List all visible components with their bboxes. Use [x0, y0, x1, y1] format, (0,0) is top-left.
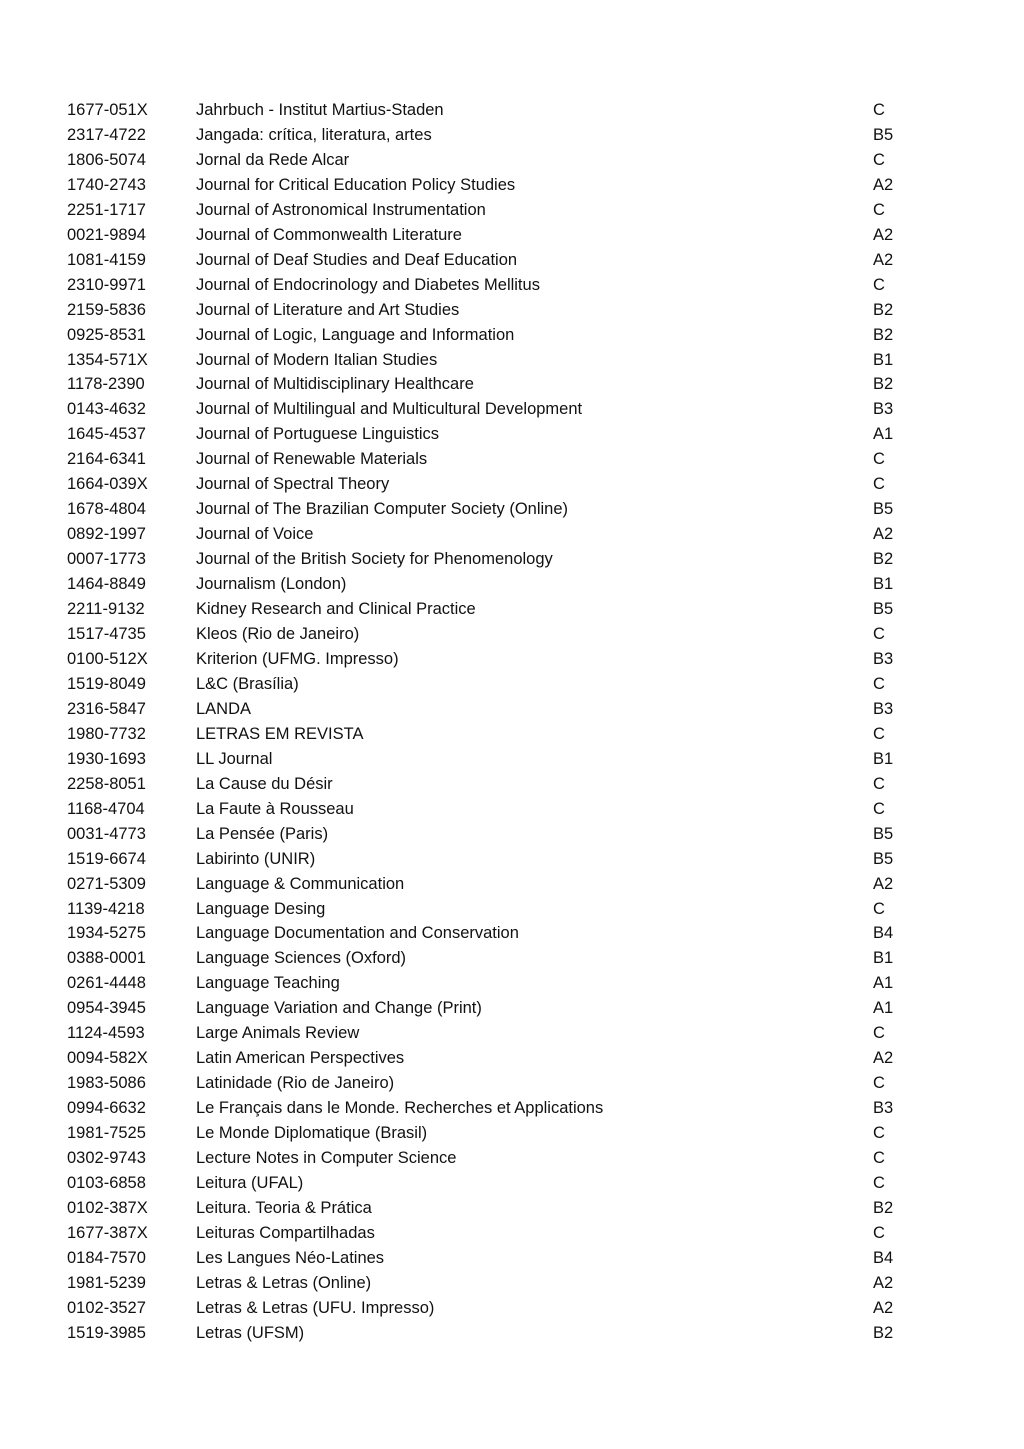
title-cell: Journal of Renewable Materials [196, 450, 428, 469]
grade-cell: B1 [873, 350, 894, 369]
issn-cell: 2316-5847 [67, 699, 146, 718]
table-row [0, 173, 1024, 198]
issn-cell: 2164-6341 [67, 450, 146, 469]
table-row [0, 472, 1024, 497]
issn-cell: 2251-1717 [67, 200, 146, 219]
grade-cell: B5 [873, 849, 894, 868]
table-row [0, 1246, 1024, 1271]
title-cell: Journal of Modern Italian Studies [196, 350, 438, 369]
table-row [0, 747, 1024, 772]
table-row [0, 497, 1024, 522]
title-cell: Letras & Letras (UFU. Impresso) [196, 1298, 435, 1317]
table-row [0, 722, 1024, 747]
issn-cell: 2317-4722 [67, 125, 146, 144]
grade-cell: B1 [873, 949, 894, 968]
issn-cell: 1081-4159 [67, 250, 146, 269]
title-cell: Journal of Literature and Art Studies [196, 300, 460, 319]
table-row [0, 946, 1024, 971]
title-cell: Leituras Compartilhadas [196, 1223, 375, 1242]
table-row [0, 397, 1024, 422]
issn-cell: 0388-0001 [67, 949, 146, 968]
issn-cell: 1934-5275 [67, 924, 146, 943]
title-cell: Journal of Multidisciplinary Healthcare [196, 375, 474, 394]
table-row [0, 572, 1024, 597]
title-cell: La Faute à Rousseau [196, 799, 354, 818]
grade-cell: C [873, 450, 885, 469]
title-cell: Language Sciences (Oxford) [196, 949, 407, 968]
title-cell: Kidney Research and Clinical Practice [196, 600, 476, 619]
title-cell: LANDA [196, 699, 252, 718]
table-row [0, 248, 1024, 273]
title-cell: Jornal da Rede Alcar [196, 150, 350, 169]
table-row [0, 1121, 1024, 1146]
title-cell: Kriterion (UFMG. Impresso) [196, 649, 399, 668]
table-row [0, 1146, 1024, 1171]
grade-cell: B1 [873, 749, 894, 768]
issn-cell: 1806-5074 [67, 150, 146, 169]
grade-cell: C [873, 1124, 885, 1143]
issn-cell: 1981-7525 [67, 1124, 146, 1143]
grade-cell: B4 [873, 1248, 894, 1267]
grade-cell: A2 [873, 225, 894, 244]
issn-cell: 1677-051X [67, 101, 148, 119]
issn-cell: 0007-1773 [67, 550, 146, 569]
table-row [0, 1096, 1024, 1121]
title-cell: Labirinto (UNIR) [196, 849, 316, 868]
grade-cell: B1 [873, 575, 894, 594]
table-row [0, 1296, 1024, 1321]
issn-cell: 0925-8531 [67, 325, 146, 344]
grade-cell: C [873, 475, 885, 494]
title-cell: Language Teaching [196, 974, 340, 993]
title-cell: Latin American Perspectives [196, 1049, 405, 1068]
issn-cell: 1139-4218 [67, 899, 145, 918]
issn-cell: 2159-5836 [67, 300, 146, 319]
table-row [0, 597, 1024, 622]
grade-cell: B2 [873, 325, 894, 344]
issn-cell: 0954-3945 [67, 999, 146, 1018]
grade-cell: B2 [873, 550, 894, 569]
title-cell: Letras (UFSM) [196, 1323, 305, 1342]
grade-cell: B5 [873, 500, 894, 519]
table-row [0, 348, 1024, 373]
grade-cell: C [873, 275, 885, 294]
table-row [0, 1071, 1024, 1096]
issn-cell: 1354-571X [67, 350, 148, 369]
grade-cell: C [873, 799, 885, 818]
issn-cell: 0184-7570 [67, 1248, 146, 1267]
title-cell: Language Documentation and Conservation [196, 924, 519, 943]
grade-cell: B3 [873, 400, 894, 419]
table-row [0, 872, 1024, 897]
table-row [0, 1046, 1024, 1071]
title-cell: Language & Communication [196, 874, 405, 893]
grade-cell: C [873, 724, 885, 743]
title-cell: Journal of Multilingual and Multicultural Development [196, 400, 583, 419]
title-cell: Journal of The Brazilian Computer Society (Online) [196, 500, 569, 519]
table-row [0, 372, 1024, 397]
grade-cell: B2 [873, 375, 894, 394]
table-row [0, 647, 1024, 672]
title-cell: Jahrbuch - Institut Martius-Staden [196, 101, 444, 119]
issn-cell: 2310-9971 [67, 275, 146, 294]
title-cell: Le Français dans le Monde. Recherches et Applications [196, 1099, 604, 1118]
title-cell: Jangada: crítica, literatura, artes [196, 125, 432, 144]
title-cell: Journal of Commonwealth Literature [196, 225, 462, 244]
table-row [0, 1171, 1024, 1196]
title-cell: Journal of Voice [196, 525, 314, 544]
issn-cell: 0094-582X [67, 1049, 148, 1068]
title-cell: Latinidade (Rio de Janeiro) [196, 1074, 395, 1093]
issn-cell: 1464-8849 [67, 575, 146, 594]
title-cell: Journal of Deaf Studies and Deaf Education [196, 250, 518, 269]
table-row [0, 323, 1024, 348]
issn-cell: 0994-6632 [67, 1099, 146, 1118]
issn-cell: 0031-4773 [67, 824, 146, 843]
grade-cell: A2 [873, 1298, 894, 1317]
table-row [0, 672, 1024, 697]
table-row [0, 198, 1024, 223]
table-row [0, 422, 1024, 447]
grade-cell: B2 [873, 1198, 894, 1217]
issn-cell: 1677-387X [67, 1223, 148, 1242]
grade-cell: B5 [873, 600, 894, 619]
grade-cell: B2 [873, 300, 894, 319]
table-row [0, 996, 1024, 1021]
grade-cell: B3 [873, 649, 894, 668]
issn-cell: 1983-5086 [67, 1074, 146, 1093]
title-cell: Journal of the British Society for Phenomenology [196, 550, 553, 569]
grade-cell: C [873, 625, 885, 644]
table-row [0, 847, 1024, 872]
table-row [0, 547, 1024, 572]
issn-cell: 1124-4593 [67, 1024, 145, 1043]
table-row [0, 522, 1024, 547]
issn-cell: 2211-9132 [67, 600, 145, 619]
table-row [0, 273, 1024, 298]
issn-cell: 1980-7732 [67, 724, 146, 743]
title-cell: Leitura. Teoria & Prática [196, 1198, 372, 1217]
title-cell: Leitura (UFAL) [196, 1173, 304, 1192]
issn-cell: 1678-4804 [67, 500, 146, 519]
table-row [0, 772, 1024, 797]
issn-cell: 1517-4735 [67, 625, 146, 644]
table-row [0, 123, 1024, 148]
issn-cell: 0892-1997 [67, 525, 146, 544]
grade-cell: C [873, 1149, 885, 1168]
grade-cell: C [873, 1074, 885, 1093]
grade-cell: C [873, 1223, 885, 1242]
grade-cell: A2 [873, 175, 894, 194]
table-row [0, 447, 1024, 472]
issn-cell: 0021-9894 [67, 225, 146, 244]
grade-cell: A2 [873, 1049, 894, 1068]
issn-cell: 1519-6674 [67, 849, 146, 868]
title-cell: Language Variation and Change (Print) [196, 999, 482, 1018]
issn-cell: 0102-3527 [67, 1298, 146, 1317]
issn-cell: 0261-4448 [67, 974, 146, 993]
grade-cell: C [873, 150, 885, 169]
grade-cell: B5 [873, 125, 894, 144]
table-row [0, 148, 1024, 173]
table-row [0, 971, 1024, 996]
title-cell: La Cause du Désir [196, 774, 333, 793]
table-row [0, 298, 1024, 323]
title-cell: Kleos (Rio de Janeiro) [196, 625, 360, 644]
grade-cell: C [873, 200, 885, 219]
table-row [0, 1271, 1024, 1296]
table-row [0, 1021, 1024, 1046]
table-row [0, 822, 1024, 847]
grade-cell: B3 [873, 1099, 894, 1118]
table-row [0, 697, 1024, 722]
grade-cell: A2 [873, 250, 894, 269]
grade-cell: A2 [873, 525, 894, 544]
grade-cell: C [873, 101, 885, 119]
issn-cell: 1168-4704 [67, 799, 145, 818]
grade-cell: C [873, 1024, 885, 1043]
grade-cell: B3 [873, 699, 894, 718]
grade-cell: B2 [873, 1323, 894, 1342]
grade-cell: A1 [873, 974, 894, 993]
title-cell: Le Monde Diplomatique (Brasil) [196, 1124, 428, 1143]
title-cell: Journal of Astronomical Instrumentation [196, 200, 486, 219]
title-cell: L&C (Brasília) [196, 674, 299, 693]
grade-cell: C [873, 774, 885, 793]
title-cell: Journal for Critical Education Policy Studies [196, 175, 516, 194]
grade-cell: B5 [873, 824, 894, 843]
title-cell: Journal of Endocrinology and Diabetes Mellitus [196, 275, 540, 294]
table-row [0, 897, 1024, 922]
issn-cell: 1645-4537 [67, 425, 146, 444]
issn-cell: 0100-512X [67, 649, 148, 668]
title-cell: Journal of Logic, Language and Information [196, 325, 515, 344]
issn-cell: 0102-387X [67, 1198, 148, 1217]
issn-cell: 0103-6858 [67, 1173, 146, 1192]
issn-cell: 1178-2390 [67, 375, 145, 394]
title-cell: La Pensée (Paris) [196, 824, 329, 843]
issn-cell: 2258-8051 [67, 774, 146, 793]
table-row [0, 622, 1024, 647]
title-cell: LL Journal [196, 749, 273, 768]
table-row [0, 921, 1024, 946]
issn-cell: 1519-8049 [67, 674, 146, 693]
table-row [0, 1196, 1024, 1221]
table-row [0, 797, 1024, 822]
journal-list [0, 98, 1024, 1346]
title-cell: Journal of Portuguese Linguistics [196, 425, 440, 444]
issn-cell: 0271-5309 [67, 874, 146, 893]
table-row [0, 223, 1024, 248]
title-cell: Les Langues Néo-Latines [196, 1248, 385, 1267]
title-cell: LETRAS EM REVISTA [196, 724, 364, 743]
grade-cell: A1 [873, 425, 894, 444]
issn-cell: 1519-3985 [67, 1323, 146, 1342]
grade-cell: C [873, 674, 885, 693]
title-cell: Language Desing [196, 899, 326, 918]
table-row [0, 1221, 1024, 1246]
grade-cell: C [873, 899, 885, 918]
grade-cell: B4 [873, 924, 894, 943]
title-cell: Letras & Letras (Online) [196, 1273, 372, 1292]
grade-cell: A1 [873, 999, 894, 1018]
title-cell: Lecture Notes in Computer Science [196, 1149, 457, 1168]
issn-cell: 1664-039X [67, 475, 148, 494]
issn-cell: 0302-9743 [67, 1149, 146, 1168]
title-cell: Journal of Spectral Theory [196, 475, 390, 494]
table-row [0, 1321, 1024, 1346]
issn-cell: 1740-2743 [67, 175, 146, 194]
grade-cell: C [873, 1173, 885, 1192]
table-row [0, 98, 1024, 123]
title-cell: Journalism (London) [196, 575, 347, 594]
issn-cell: 1930-1693 [67, 749, 146, 768]
title-cell: Large Animals Review [196, 1024, 360, 1043]
grade-cell: A2 [873, 1273, 894, 1292]
issn-cell: 1981-5239 [67, 1273, 146, 1292]
issn-cell: 0143-4632 [67, 400, 146, 419]
grade-cell: A2 [873, 874, 894, 893]
